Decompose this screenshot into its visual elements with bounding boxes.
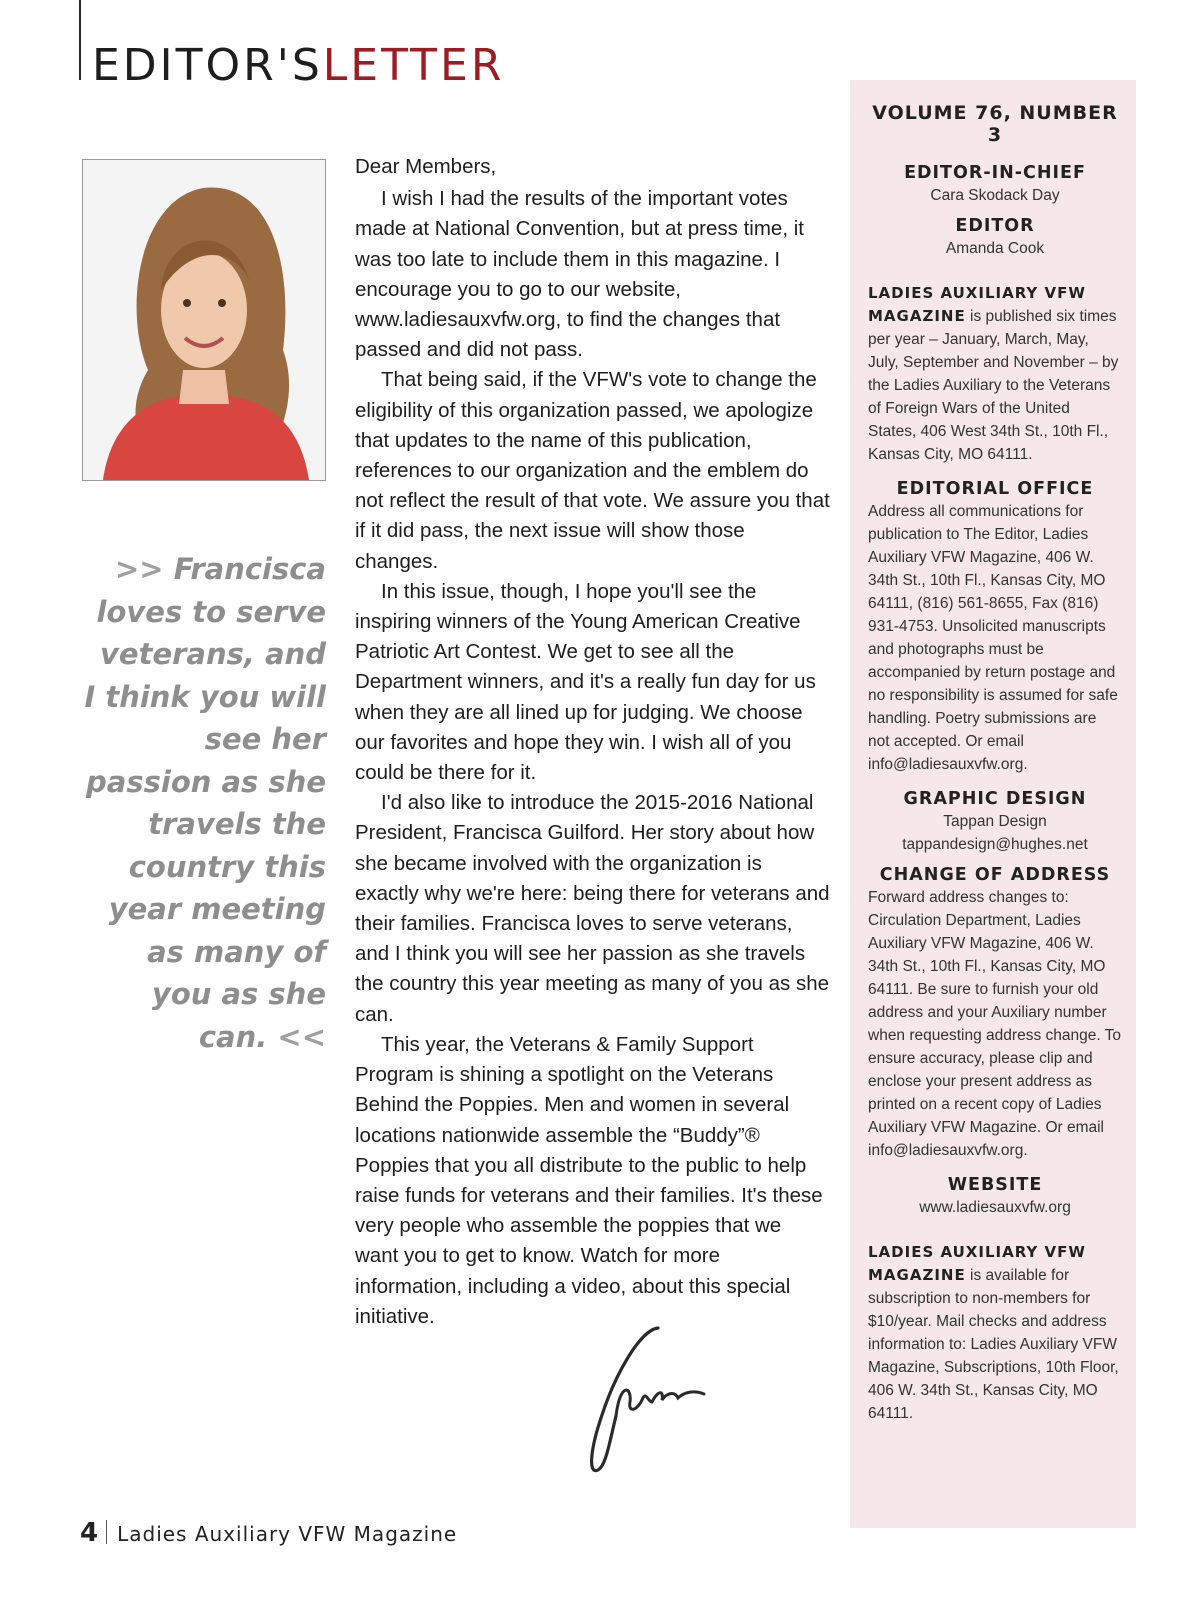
website-heading: WEBSITE [947,1175,1043,1195]
subscription-info-text: is available for subscription to non-members for $10/year. Mail checks and address information to: Ladies Auxiliary VFW Magazine, Subscriptions, 10th Floor, 406 W. 34th St., Kansas City, MO 64111. [868,1267,1119,1422]
publication-info [868,282,1122,466]
website-url: www.ladiesauxvfw.org [919,1199,1071,1216]
publication-info-lead: LADIES AUXILIARY VFW MAGAZINE [868,284,1086,325]
page-title-part1: EDITOR'S [92,40,323,91]
footer-publication-name: Ladies Auxiliary VFW Magazine [117,1522,458,1546]
change-of-address-heading: CHANGE OF ADDRESS [879,865,1111,885]
editorial-office-text: Address all communications for publication to The Editor, Ladies Auxiliary VFW Magazine, 406 W. 34th St., 10th Fl., Kansas City, MO 64111, (816) 561-8655, Fax (816) 931-4753. Unsolicited manuscripts and photographs must be accompanied by return postage and no responsibility is assumed for safe handling. Poetry submissions are not accepted. Or email info@ladiesauxvfw.org. [868,503,1118,773]
letter-paragraph: In this issue, though, I hope you'll see the inspiring winners of the Young American Creative Patriotic Art Contest. We get to see all the Department winners, and it's a really fun day for us when they are all lined up for judging. We choose our favorites and hope they win. I wish all of you could be there for it. [355,579,816,785]
letter-paragraph: I wish I had the results of the important votes made at National Convention, but at press time, it was too late to include them in this magazine. I encourage you to go to our website, www.ladiesauxvfw.org, to find the changes that passed and did not pass. [355,187,804,362]
header-rule [79,0,81,80]
editor-portrait-photo [82,159,326,481]
subscription-info-lead: LADIES AUXILIARY VFW MAGAZINE [868,1243,1086,1284]
editorial-office-heading: EDITORIAL OFFICE [896,479,1094,499]
quote-open-icon: >> [114,552,164,586]
editor-in-chief-name: Cara Skodack Day [930,187,1060,204]
graphic-design-email: tappandesign@hughes.net [902,836,1088,853]
change-of-address-text: Forward address changes to: Circulation Department, Ladies Auxiliary VFW Magazine, 406 W. 34th St., 10th Fl., Kansas City, MO 64111. Be sure to furnish your old address and your Auxiliary number when requesting address change. To ensure accuracy, please clip and enclose your present address as printed on a recent copy of Ladies Auxiliary VFW Magazine. Or email info@ladiesauxvfw.org. [868,889,1122,1159]
editor-heading: EDITOR [955,216,1035,236]
page-title [92,40,504,92]
footer-divider [106,1520,107,1544]
page-title-part2: LETTER [322,40,505,91]
letter-body [355,152,830,1332]
page-number: 4 [80,1518,99,1548]
graphic-design-heading: GRAPHIC DESIGN [903,789,1087,809]
quote-close-icon: << [277,1019,326,1054]
editor-signature [580,1320,730,1480]
page-footer [80,1518,457,1549]
editor-name: Amanda Cook [945,240,1045,257]
letter-salutation: Dear Members, [355,155,497,178]
masthead-sidebar [850,80,1136,1528]
graphic-design-name: Tappan Design [943,813,1047,830]
volume-number: VOLUME 76, NUMBER 3 [872,102,1118,146]
subscription-info [868,1241,1122,1425]
letter-paragraph: This year, the Veterans & Family Support Program is shining a spotlight on the Veterans Behind the Poppies. Men and women in several locations nationwide assemble the “Buddy”® Poppies that you all distribute to the public to help raise funds for veterans and their families. It's these very people who assemble the poppies that we want you to get to know. Watch for more information, including a video, about this special initiative. [355,1032,823,1328]
publication-info-text: is published six times per year – January, March, May, July, September and November – by the Ladies Auxiliary to the Veterans of Foreign Wars of the United States, 406 West 34th St., 10th Fl., Kansas City, MO 64111. [868,308,1119,463]
pull-quote [80,548,326,1058]
letter-paragraph: I'd also like to introduce the 2015-2016 National President, Francisca Guilford. Her story about how she became involved with the organization is exactly why we're here: being there for veterans and their families. Francisca loves to serve veterans, and I think you will see her passion as she travels the country this year meeting as many of you as she can. [355,791,830,1026]
letter-paragraph: That being said, if the VFW's vote to change the eligibility of this organization passed, we apologize that updates to the name of this publication, references to our organization and the emblem do not reflect the result of that vote. We assure you that if it did pass, the next issue will show those changes. [355,368,830,573]
editor-in-chief-heading: EDITOR-IN-CHIEF [904,163,1086,183]
pull-quote-text: Francisca loves to serve veterans, and I think you will see her passion as she travels the country this year meeting as many of you as she can. [84,552,326,1054]
